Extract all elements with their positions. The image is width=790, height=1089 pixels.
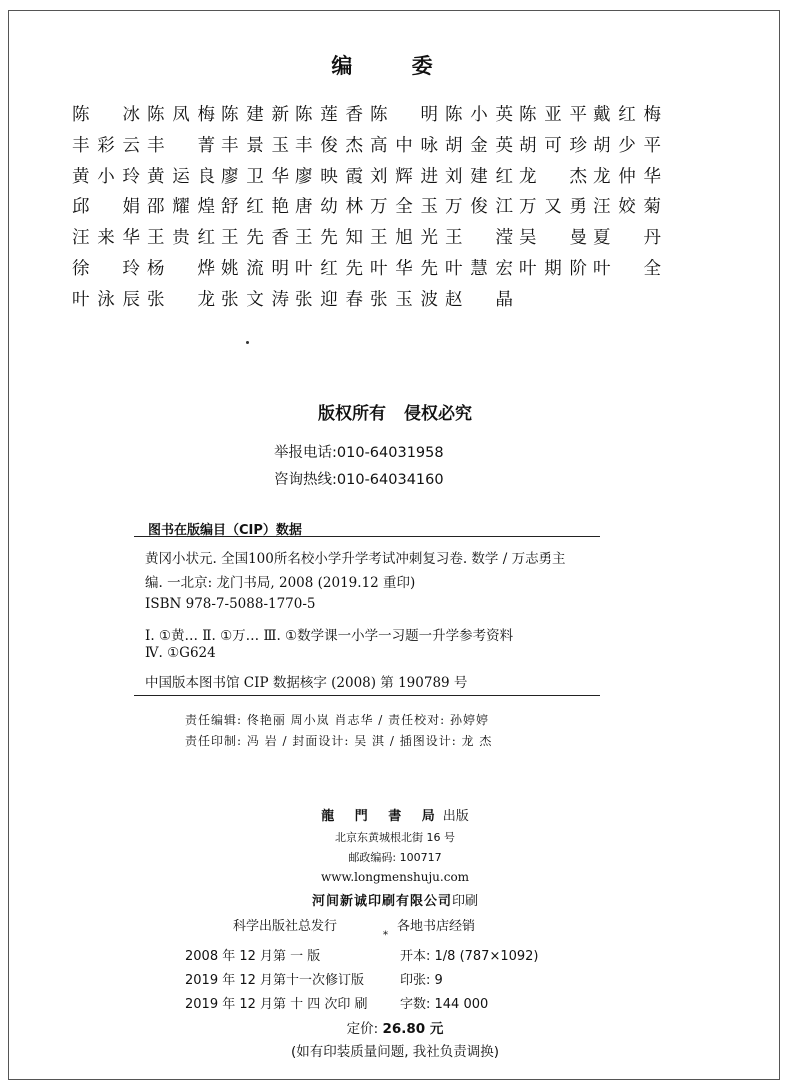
editorial-board-title: 编 委 [331,54,459,78]
name-row [72,226,682,257]
board-member-name: 丰景玉 [221,135,289,156]
board-member-name: 王 滢 [445,228,513,249]
responsibility-line-1: 责任编辑: 佟艳丽 周小岚 肖志华 / 责任校对: 孙婷婷 [185,713,490,727]
board-member-name: 万全玉 [370,197,438,218]
board-member-name: 王旭光 [370,228,438,249]
price-line [0,1017,790,1037]
board-member-name: 陈 冰 [72,105,140,125]
report-phone-line [274,441,444,462]
board-member-name: 陈 明 [370,105,438,125]
board-member-name: 刘建红 [445,166,513,187]
board-member-name: 姚流明 [221,258,289,279]
board-member-name: 唐幼林 [295,197,363,218]
name-row [72,195,682,226]
first-edition-date: 2008 年 12 月第 一 版 [185,949,321,964]
board-member-name: 王先香 [221,228,289,249]
printing-date: 2019 年 12 月第 十 四 次印 刷 [185,997,368,1012]
board-member-name: 徐 玲 [72,258,140,279]
printer-name: 河间新诚印刷有限公司 [311,894,452,909]
board-member-name: 张玉波 [370,289,438,310]
copyright-all-rights: 版权所有 [318,404,387,424]
cip-heading: 图书在版编目（CIP）数据 [148,523,302,538]
board-member-name: 叶期阶 [519,258,587,279]
book-format: 开本: 1/8 (787×1092) [400,949,539,964]
report-phone-number: 010-64031958 [336,445,444,461]
board-member-name: 王先知 [295,228,363,249]
name-row [72,103,682,134]
board-member-name: 黄小玲 [72,166,140,187]
editorial-board-names [72,103,682,319]
board-member-name: 胡金英 [445,135,513,156]
board-member-name: 邵耀煌 [147,197,215,218]
board-member-name: 张迎春 [295,289,363,310]
board-member-name: 叶红先 [295,258,363,279]
cip-isbn: ISBN 978-7-5088-1770-5 [145,596,316,612]
publisher-address: 北京东黄城根北街 16 号 [335,831,455,844]
name-row [72,134,682,165]
board-member-name: 张 龙 [147,289,215,310]
board-member-name: 龙 杰 [519,166,587,187]
board-member-name: 廖卫华 [221,166,289,187]
publisher-website: www.longmenshuju.com [320,870,470,884]
board-member-name: 叶泳辰 [72,289,140,310]
name-row [72,257,682,288]
board-member-name: 丰彩云 [72,135,140,156]
board-member-name: 黄运良 [147,166,215,187]
board-member-name: 廖映霞 [295,166,363,187]
printer-line [0,890,790,909]
board-member-name: 戴红梅 [593,105,661,125]
board-member-name: 万俊江 [445,197,513,218]
board-member-name: 邱 娟 [72,197,140,218]
separator-star: * [383,930,388,941]
board-member-name: 高中咏 [370,135,438,156]
price-label: 定价: [346,1021,379,1037]
word-count: 字数: 144 000 [400,997,489,1012]
board-member-name: 舒红艳 [221,197,289,218]
distributor: 科学出版社总发行 [233,919,338,934]
revised-edition-date: 2019 年 12 月第十一次修订版 [185,973,365,988]
board-member-name: 杨 烨 [147,258,215,279]
hotline-line [274,468,444,489]
copyright-notice [0,399,790,424]
copyright-infringement: 侵权必究 [403,404,472,424]
board-member-name: 胡少平 [593,135,661,156]
report-phone-label: 举报电话: [274,445,337,461]
board-member-name: 叶慧宏 [445,258,513,279]
name-row [72,288,682,319]
board-member-name: 赵 晶 [445,289,513,310]
board-member-name: 陈小英 [445,105,513,125]
print-sheets: 印张: 9 [400,973,443,988]
cip-line-2: 编. 一北京: 龙门书局, 2008 (2019.12 重印) [145,575,416,591]
publisher-suffix: 出版 [442,809,469,824]
board-member-name: 陈建新 [221,105,289,125]
board-member-name: 夏 丹 [593,228,661,249]
cip-line-1: 黄冈小状元. 全国100所名校小学升学考试冲刺复习卷. 数学 / 万志勇主 [145,551,566,567]
board-member-name: 龙仲华 [593,166,661,187]
board-member-name: 陈亚平 [519,105,587,125]
board-member-name: 吴 曼 [519,228,587,249]
board-member-name: 汪姣菊 [593,197,661,218]
board-member-name: 胡可珍 [519,135,587,156]
cip-classification-2: Ⅳ. ①G624 [145,645,216,661]
board-member-name: 叶 全 [593,258,661,279]
price-value: 26.80 元 [382,1021,444,1037]
printer-suffix: 印刷 [452,894,479,909]
board-member-name: 张文涛 [221,289,289,310]
hotline-label: 咨询热线: [274,472,337,488]
cip-classification-1: Ⅰ. ①黄… Ⅱ. ①万… Ⅲ. ①数学课一小学一习题一升学参考资料 [145,628,514,644]
board-member-name: 汪来华 [72,228,140,249]
board-member-name: 陈凤梅 [147,105,215,125]
board-member-name: 丰俊杰 [295,135,363,156]
hotline-number: 010-64034160 [336,472,444,488]
board-member-name: 叶华先 [370,258,438,279]
publisher-name-line [0,805,790,824]
board-member-name: 陈莲香 [295,105,363,125]
board-member-name: 万又勇 [519,197,587,218]
name-row [72,165,682,196]
board-member-name: 刘辉进 [370,166,438,187]
board-member-name: 丰 菁 [147,135,215,156]
responsibility-line-2: 责任印制: 冯 岩 / 封面设计: 吴 淇 / 插图设计: 龙 杰 [185,734,493,748]
sellers: 各地书店经销 [397,919,476,934]
stray-dot [246,341,249,344]
cip-data-number: 中国版本图书馆 CIP 数据核字 (2008) 第 190789 号 [145,675,468,691]
quality-note: (如有印装质量问题, 我社负责调换) [290,1044,500,1060]
publisher-postcode: 邮政编码: 100717 [348,851,442,864]
publisher-name: 龍 門 書 局 [321,809,443,824]
board-member-name: 王贵红 [147,228,215,249]
